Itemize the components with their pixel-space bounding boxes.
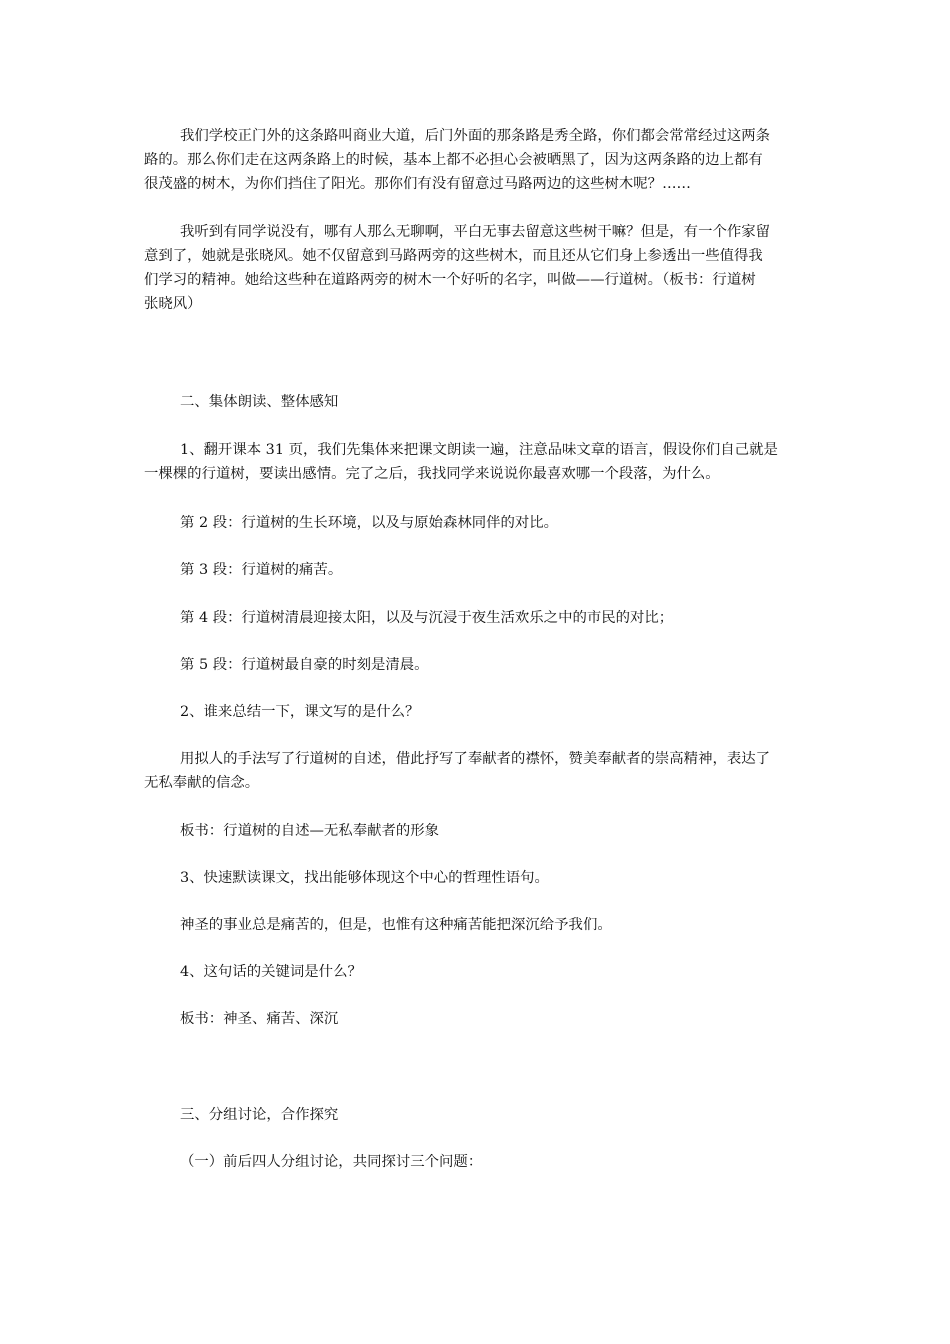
paragraph-3-note: 第 3 段：行道树的痛苦。 <box>180 562 343 578</box>
blackboard-note-1: 板书：行道树的自述—无私奉献者的形象 <box>180 823 440 839</box>
paragraph-2-note: 第 2 段：行道树的生长环境，以及与原始森林同伴的对比。 <box>180 515 559 531</box>
text-line: 1、翻开课本 31 页，我们先集体来把课文朗读一遍，注意品味文章的语言，假设你们自己就是 <box>180 442 778 458</box>
question-4: 4、这句话的关键词是什么？ <box>180 964 362 980</box>
blackboard-note-2: 板书：神圣、痛苦、深沉 <box>180 1011 339 1027</box>
question-2: 2、谁来总结一下，课文写的是什么？ <box>180 704 420 720</box>
question-1 <box>144 438 806 486</box>
text-line: 张晓风） <box>144 296 202 312</box>
text-line: 很茂盛的树木，为你们挡住了阳光。那你们有没有留意过马路两边的这些树木呢？…… <box>144 176 691 192</box>
text-line: 用拟人的手法写了行道树的自述，借此抒写了奉献者的襟怀，赞美奉献者的崇高精神，表达了 <box>180 751 771 767</box>
text-line: 意到了，她就是张晓风。她不仅留意到马路两旁的这些树木，而且还从它们身上参透出一些值得我 <box>144 248 763 264</box>
answer-3: 神圣的事业总是痛苦的，但是，也惟有这种痛苦能把深沉给予我们。 <box>180 917 612 933</box>
text-line: 我们学校正门外的这条路叫商业大道，后门外面的那条路是秀全路，你们都会常常经过这两条 <box>180 128 771 144</box>
paragraph-4-note: 第 4 段：行道树清晨迎接太阳，以及与沉浸于夜生活欢乐之中的市民的对比； <box>180 610 674 626</box>
section-2-heading: 二、集体朗读、整体感知 <box>180 394 339 410</box>
answer-2 <box>144 747 806 795</box>
paragraph-5-note: 第 5 段：行道树最自豪的时刻是清晨。 <box>180 657 429 673</box>
text-line: 路的。那么你们走在这两条路上的时候，基本上都不必担心会被晒黑了，因为这两条路的边上都有 <box>144 152 763 168</box>
text-line: 们学习的精神。她给这些种在道路两旁的树木一个好听的名字，叫做——行道树。（板书：行道树 <box>144 272 756 288</box>
section-3-subtopic-1: （一）前后四人分组讨论，共同探讨三个问题： <box>180 1154 483 1170</box>
intro-paragraph-2 <box>144 220 806 316</box>
section-3-heading: 三、分组讨论，合作探究 <box>180 1107 339 1123</box>
text-line: 无私奉献的信念。 <box>144 775 260 791</box>
text-line: 我听到有同学说没有，哪有人那么无聊啊，平白无事去留意这些树干嘛？但是，有一个作家留 <box>180 224 771 240</box>
text-line: 一棵棵的行道树，要读出感情。完了之后，我找同学来说说你最喜欢哪一个段落，为什么。 <box>144 466 720 482</box>
intro-paragraph-1 <box>144 124 806 196</box>
question-3: 3、快速默读课文，找出能够体现这个中心的哲理性语句。 <box>180 870 549 886</box>
